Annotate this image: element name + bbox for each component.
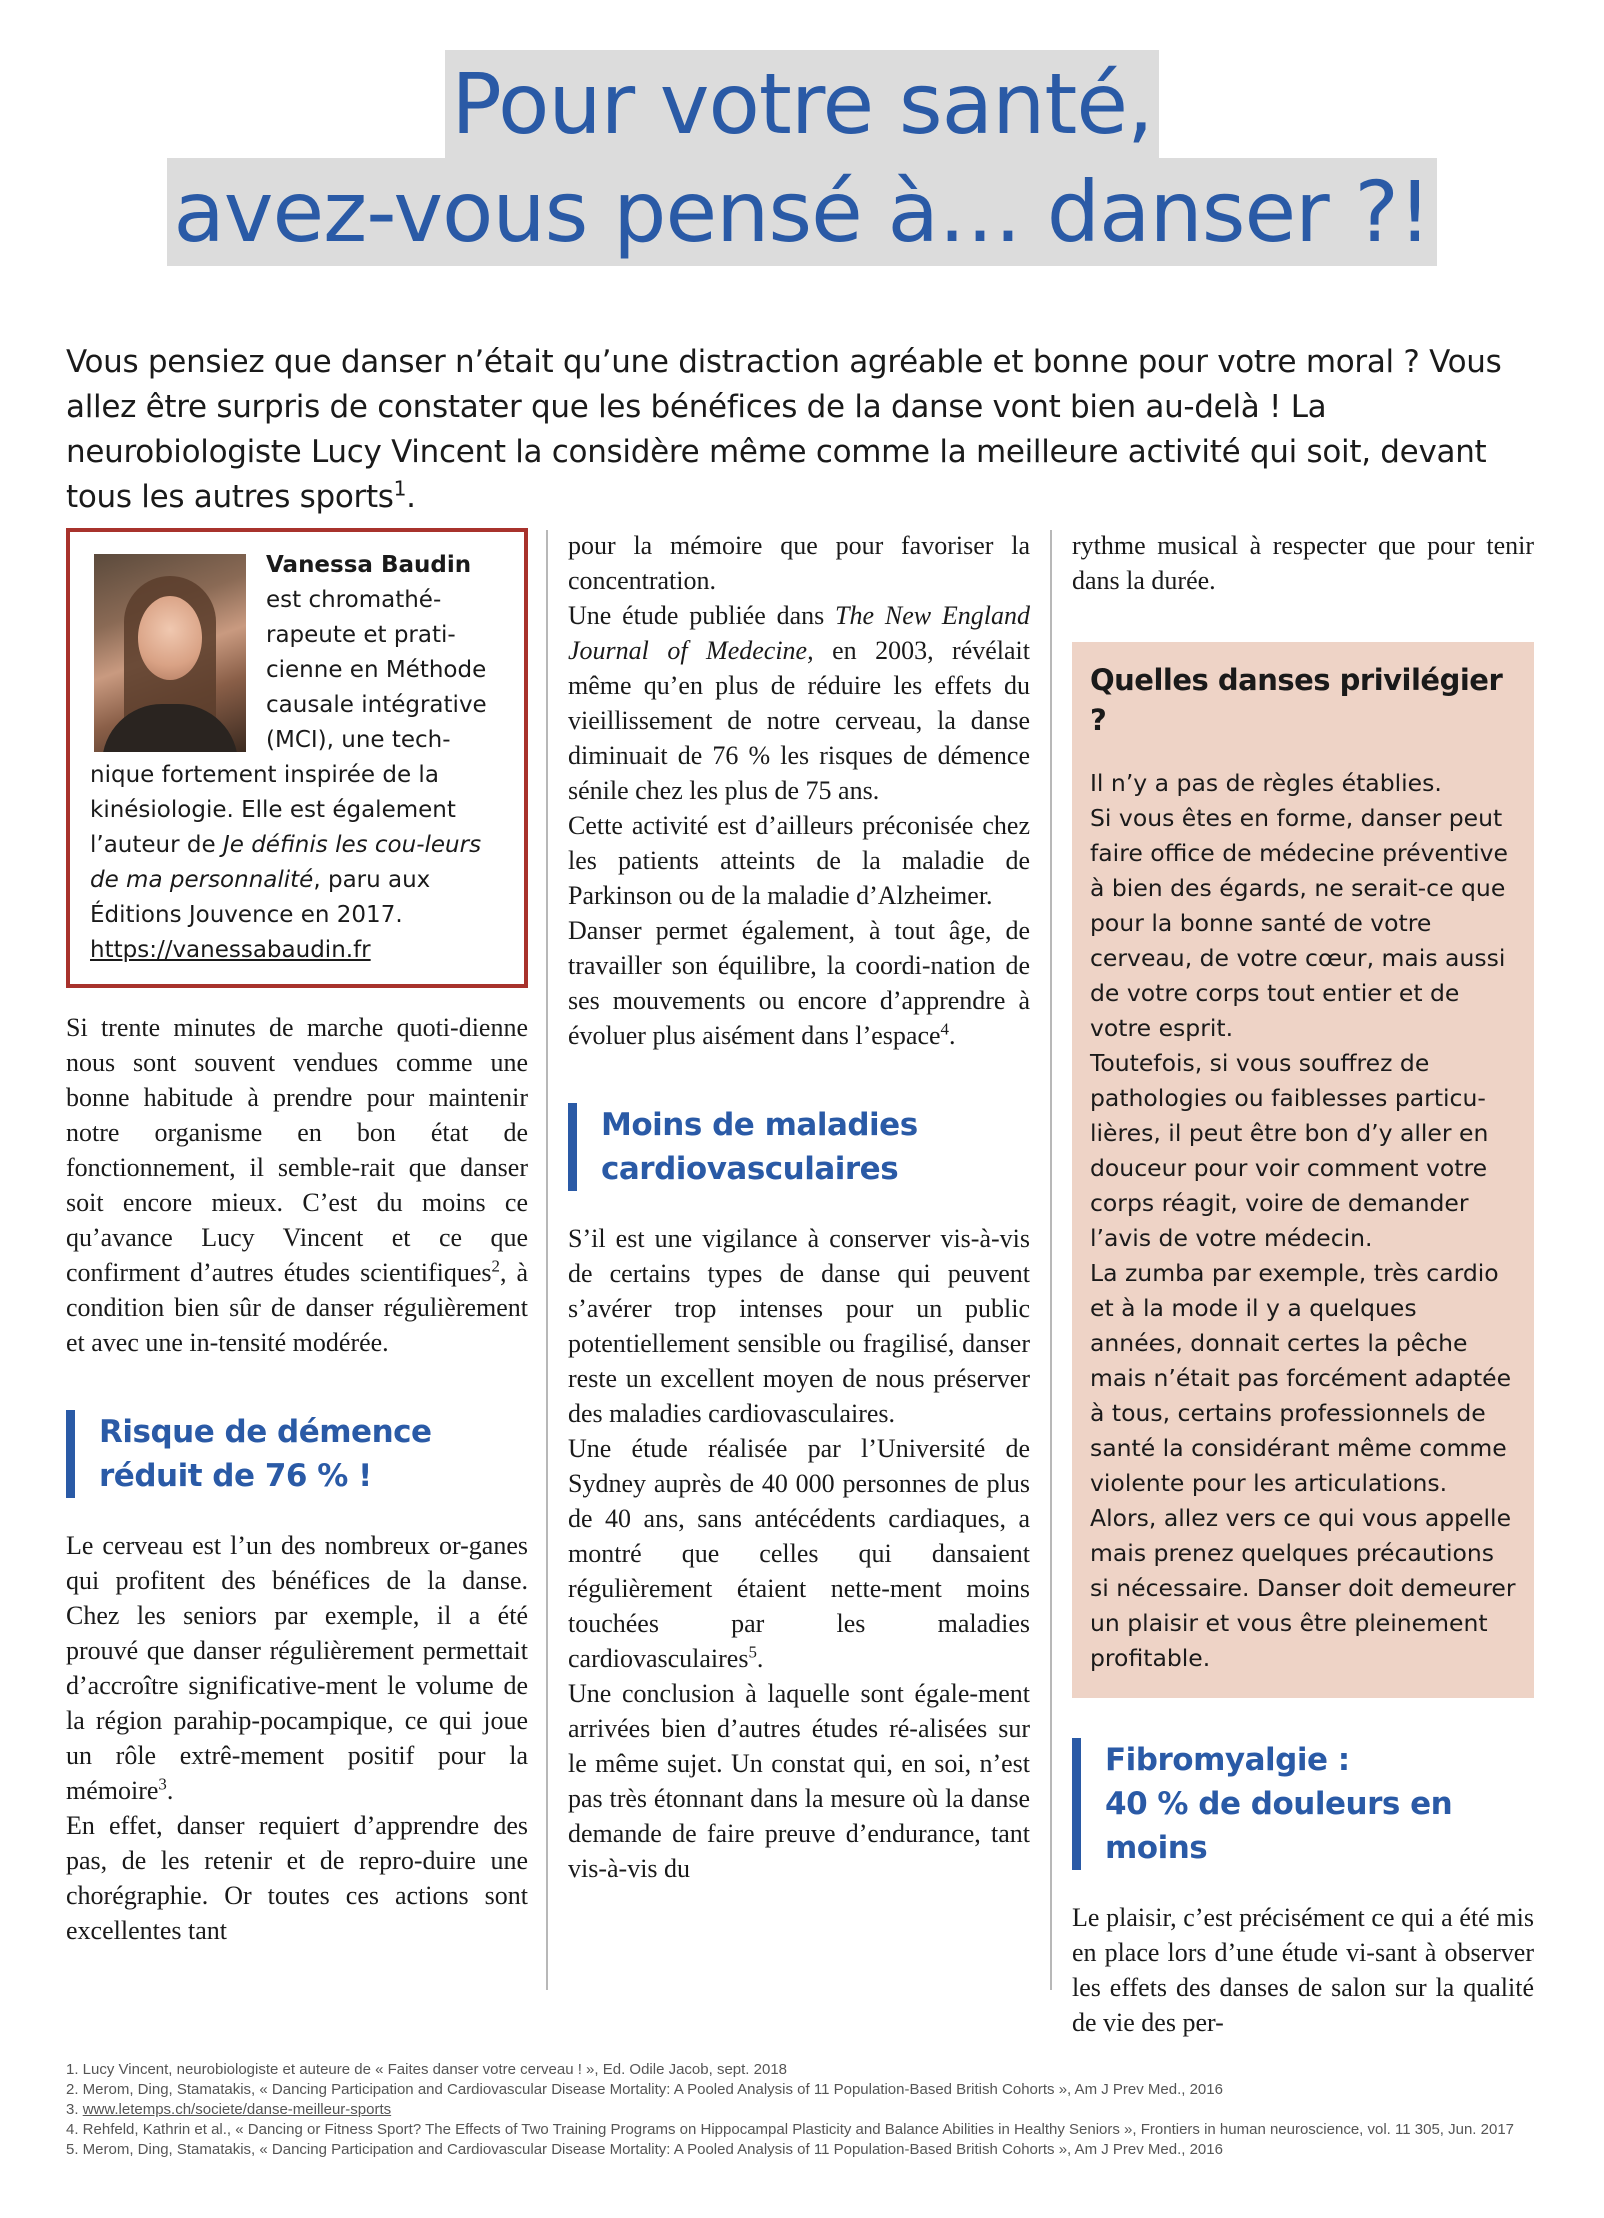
footnote-ref-1: 1: [393, 476, 407, 501]
col1-p1-text-b: , à condition bien sûr de danser régulièrement et avec une in-tensité modérée.: [66, 1258, 528, 1357]
footnote-ref-4: 4: [940, 1019, 949, 1039]
footnotes: [66, 2060, 1546, 2160]
footnote-5: 5. Merom, Ding, Stamatakis, « Dancing Participation and Cardiovascular Disease Mortality: A Pooled Analysis of 11 Population-Based British Cohorts », Am J Prev Med., 2016: [66, 2141, 1223, 2158]
col2-p6-text-b: .: [756, 1644, 764, 1673]
col2-p4-text-b: .: [948, 1021, 956, 1050]
author-book-title: Je définis les cou-leurs de ma personnalité: [90, 832, 482, 893]
col1-p2-text-a: Le cerveau est l’un des nombreux or-ganes qui profitent des bénéfices de la danse. Chez les seniors par exemple, il a été prouvé que danser régulièrement permettait d’accroître significative-ment le volume de la région parahip-pocampique, ce qui joue un rôle extrê-mement positif pour la mémoire: [66, 1531, 528, 1805]
footnote-4: 4. Rehfeld, Kathrin et al., « Dancing or Fitness Sport? The Effects of Two Training Programs on Hippocampal Plasticity and Balance Abilities in Healthy Seniors », Frontiers in human neuroscience, vol. 11 305, Jun. 2017: [66, 2121, 1515, 2138]
section-heading-fibromyalgia: [1072, 1738, 1534, 1870]
author-photo-face: [138, 596, 202, 680]
sidebar-paragraph-5: Alors, allez vers ce qui vous appelle mais prenez quelques précautions si nécessaire. Danser doit demeurer un plaisir et vous être pleinement profitable.: [1090, 1504, 1516, 1672]
section-heading-cardio: Moins de maladies cardiovasculaires: [568, 1103, 1030, 1191]
sidebar-heading: Quelles danses privilégier ?: [1090, 663, 1503, 737]
intro-text: Vous pensiez que danser n’était qu’une distraction agréable et bonne pour votre moral ? Vous allez être surpris de constater que les bénéfices de la danse vont bien au-delà ! La neurobiologiste Lucy Vincent la considère même comme la meilleure activité qui soit, devant tous les autres sports: [66, 344, 1502, 515]
fibromyalgia-heading-line-1: Fibromyalgie :: [1105, 1742, 1350, 1778]
col2-paragraph-5: S’il est une vigilance à conserver vis-à-vis de certains types de danse qui peuvent s’avérer trop intenses pour un public potentiellement sensible ou fragilisé, danser reste un excellent moyen de nous préserver des maladies cardiovasculaires.: [568, 1224, 1030, 1428]
col2-paragraph-4: [568, 913, 1030, 1053]
col2-p6-text-a: Une étude réalisée par l’Université de Sydney auprès de 40 000 personnes de plus de 40 ans, sans antécédents cardiaques, a montré que celles qui dansaient régulièrement étaient nette-ment moins touchées par les maladies cardiovasculaires: [568, 1434, 1030, 1673]
footnote-3-link[interactable]: www.letemps.ch/societe/danse-meilleur-sports: [82, 2101, 392, 2118]
column-2: [568, 528, 1030, 1886]
author-bio-2: , paru aux Éditions Jouvence en 2017.: [90, 867, 431, 928]
col3-paragraph-1: rythme musical à respecter que pour tenir dans la durée.: [1072, 531, 1534, 595]
sidebar-paragraph-2: Si vous êtes en forme, danser peut faire office de médecine préventive à bien des égards, ne serait-ce que pour la bonne santé de votre cerveau, de votre cœur, mais aussi de votre corps tout entier et de votre esprit.: [1090, 804, 1508, 1042]
col1-paragraph-1: [66, 1010, 528, 1360]
footnote-ref-2: 2: [491, 1256, 500, 1276]
footnote-2: 2. Merom, Ding, Stamatakis, « Dancing Participation and Cardiovascular Disease Mortality: A Pooled Analysis of 11 Population-Based British Cohorts », Am J Prev Med., 2016: [66, 2081, 1223, 2098]
sidebar-paragraph-4: La zumba par exemple, très cardio et à la mode il y a quelques années, donnait certes la pêche mais n’était pas forcément adaptée à tous, certains professionnels de santé la considérant même comme violente pour les articulations.: [1090, 1259, 1512, 1497]
title-line-2: avez-vous pensé à… danser ?!: [167, 158, 1436, 266]
section-heading-dementia: Risque de démence réduit de 76 % !: [66, 1410, 528, 1498]
journal-name: The New England Journal of Medecine,: [568, 601, 1030, 665]
author-photo: [94, 554, 246, 752]
author-bio-1: est chromathé-rapeute et prati-cienne en Méthode causale intégrative (MCI), une tech-nique fortement inspirée de la kinésiologie. Elle est également l’auteur de: [90, 587, 487, 858]
author-website-link[interactable]: https://vanessabaudin.fr: [90, 937, 371, 963]
col2-p2-text-b: en 2003, révélait même qu’en plus de réduire les effets du vieillissement de notre cerveau, la danse diminuait de 76 % les risques de démence sénile chez les plus de 75 ans.: [568, 636, 1030, 805]
author-box: [66, 528, 528, 988]
page-title: [0, 50, 1604, 266]
column-1: [66, 528, 528, 1948]
title-line-1: Pour votre santé,: [445, 50, 1158, 158]
col2-paragraph-1: pour la mémoire que pour favoriser la concentration.: [568, 531, 1030, 595]
col2-paragraph-6: [568, 1431, 1030, 1676]
column-3: [1072, 528, 1534, 2040]
footnote-ref-5: 5: [748, 1642, 757, 1662]
sidebar-paragraph-3: Toutefois, si vous souffrez de pathologies ou faiblesses particu-lières, il peut être bon d’y aller en douceur pour voir comment votre corps réagit, voire de demander l’avis de votre médecin.: [1090, 1049, 1489, 1252]
col2-paragraph-7: Une conclusion à laquelle sont égale-ment arrivées bien d’autres études ré-alisées sur le même sujet. Un constat qui, en soi, n’est pas très étonnant dans la mesure où la danse demande de faire preuve d’endurance, tant vis-à-vis du: [568, 1679, 1030, 1883]
footnote-ref-3: 3: [158, 1774, 167, 1794]
col2-p2-text-a: Une étude publiée dans: [568, 601, 836, 630]
col1-paragraph-3: En effet, danser requiert d’apprendre des pas, de les retenir et de repro-duire une chorégraphie. Or toutes ces actions sont excellentes tant: [66, 1811, 528, 1945]
footnote-3: [66, 2100, 1546, 2120]
col3-paragraph-2: Le plaisir, c’est précisément ce qui a été mis en place lors d’une étude vi-sant à observer les effets des danses de salon sur la qualité de vie des per-: [1072, 1903, 1534, 2037]
footnote-1: 1. Lucy Vincent, neurobiologiste et auteure de « Faites danser votre cerveau ! », Ed. Odile Jacob, sept. 2018: [66, 2061, 788, 2078]
col2-paragraph-3: Cette activité est d’ailleurs préconisée chez les patients atteints de la maladie de Parkinson ou de la maladie d’Alzheimer.: [568, 811, 1030, 910]
col2-p4-text-a: Danser permet également, à tout âge, de travailler son équilibre, la coordi-nation de ses mouvements ou encore d’apprendre à évoluer plus aisément dans l’espace: [568, 916, 1030, 1050]
author-name: Vanessa Baudin: [266, 552, 472, 578]
col2-paragraph-2: [568, 598, 1030, 808]
col1-p2-text-b: .: [166, 1776, 174, 1805]
author-photo-shoulders: [102, 704, 238, 752]
sidebar-paragraph-1: Il n’y a pas de règles établies.: [1090, 769, 1442, 797]
col1-paragraph-2: [66, 1528, 528, 1808]
column-divider-1: [546, 530, 548, 1990]
fibromyalgia-heading-line-2: 40 % de douleurs en moins: [1105, 1786, 1453, 1866]
column-divider-2: [1050, 530, 1052, 1990]
intro-paragraph: Vous pensiez que danser n’était qu’une distraction agréable et bonne pour votre moral ? Vous allez être surpris de constater que les bénéfices de la danse vont bien au-delà ! La neurobiologiste Lucy Vincent la considère même comme la meilleure activité qui soit, devant tous les autres sports$^1$.: [66, 344, 1502, 515]
footnote-3-prefix: 3.: [66, 2101, 83, 2118]
col1-p1-text-a: Si trente minutes de marche quoti-dienne nous sont souvent vendues comme une bonne habitude à prendre pour maintenir notre organisme en bon état de fonctionnement, il semble-rait que danser soit encore mieux. C’est du moins ce qu’avance Lucy Vincent et ce que confirment d’autres études scientifiques: [66, 1013, 528, 1287]
sidebar-box: [1072, 642, 1534, 1698]
